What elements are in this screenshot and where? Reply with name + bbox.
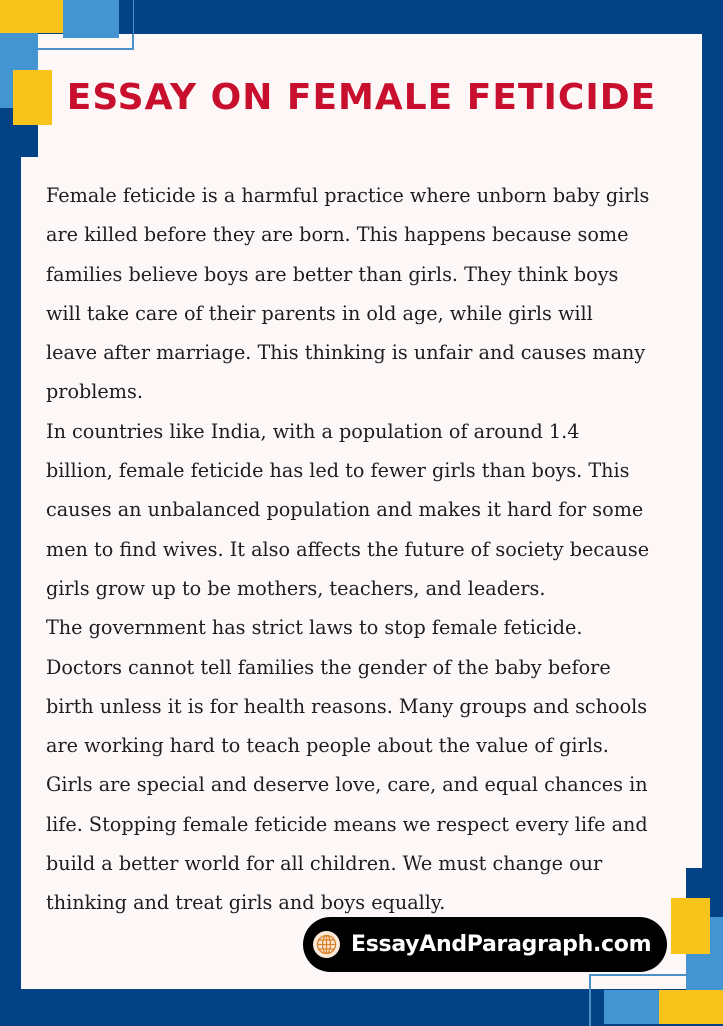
website-label: EssayAndParagraph.com: [351, 932, 652, 957]
essay-line: Girls are special and deserve love, care, and equal chances in: [46, 773, 648, 797]
essay-line: problems.: [46, 380, 143, 404]
decor-top-left-lightblue-block: [63, 0, 119, 38]
essay-line: The government has strict laws to stop female feticide.: [46, 616, 583, 640]
globe-icon: [313, 931, 340, 958]
decor-top-left-yellow-block: [0, 0, 63, 33]
essay-line: will take care of their parents in old age, while girls will: [46, 301, 593, 325]
decor-top-darkblue-bar: [119, 0, 134, 34]
website-badge[interactable]: [303, 917, 667, 972]
essay-line: men to find wives. It also affects the future of society because: [46, 537, 650, 561]
essay-line: causes an unbalanced population and makes it hard for some: [46, 498, 644, 522]
page-title: ESSAY ON FEMALE FETICIDE: [66, 77, 657, 118]
essay-line: families believe boys are better than girls. They think boys: [46, 262, 619, 286]
essay-line: are working hard to teach people about the value of girls.: [46, 734, 609, 758]
essay-line: Doctors cannot tell families the gender of the baby before: [46, 655, 611, 679]
essay-line: In countries like India, with a population of around 1.4: [46, 419, 580, 443]
essay-line: girls grow up to be mothers, teachers, and leaders.: [46, 576, 546, 600]
essay-line: thinking and treat girls and boys equally.: [46, 891, 446, 915]
essay-line: life. Stopping female feticide means we respect every life and: [46, 812, 648, 836]
essay-line: Female feticide is a harmful practice where unborn baby girls: [46, 184, 650, 207]
decor-bottom-right-yellow-block: [659, 990, 723, 1024]
essay-line: build a better world for all children. We must change our: [46, 852, 603, 876]
decor-bottom-lightblue-block: [604, 990, 660, 1024]
essay-line: are killed before they are born. This happens because some: [46, 223, 629, 247]
essay-body: [46, 176, 691, 923]
essay-line: birth unless it is for health reasons. Many groups and schools: [46, 694, 648, 718]
essay-line: leave after marriage. This thinking is unfair and causes many: [46, 341, 646, 365]
essay-line: billion, female feticide has led to fewer girls than boys. This: [46, 459, 630, 483]
